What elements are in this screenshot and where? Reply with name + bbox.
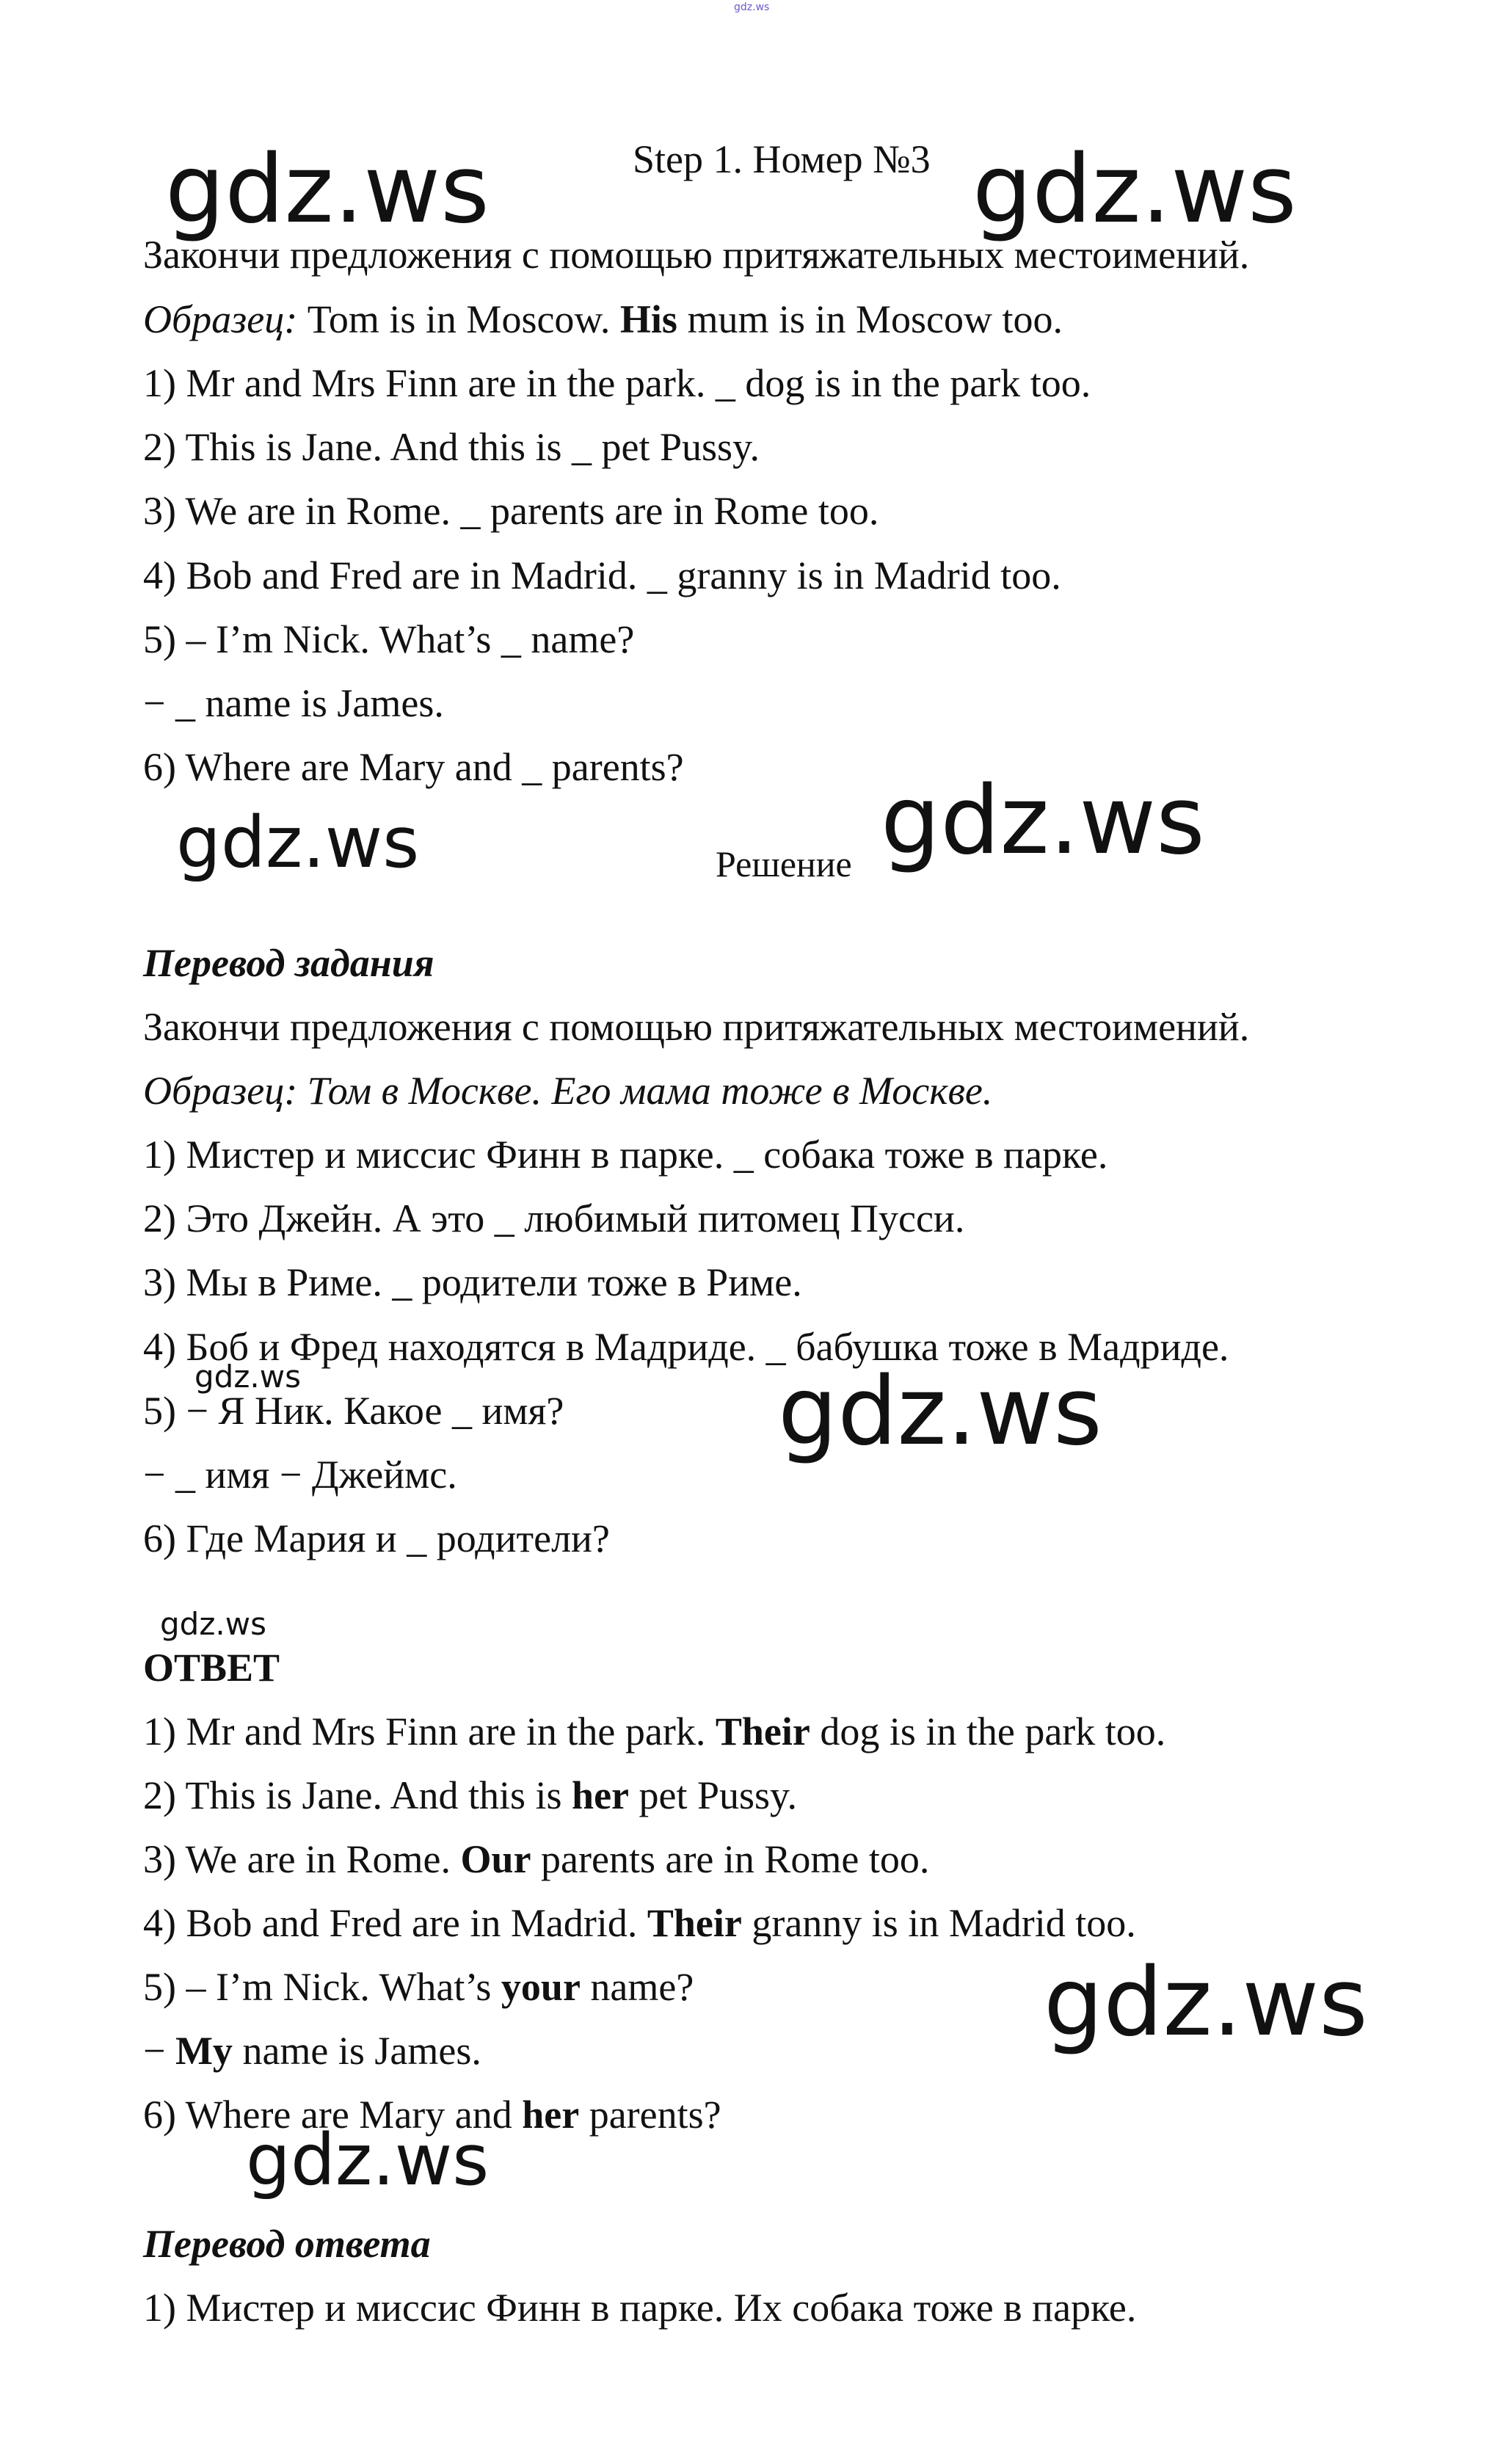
watermark: gdz.ws	[881, 766, 1205, 876]
translation-item: 5) − Я Ник. Какое _ имя?	[143, 1389, 564, 1433]
task-item: 5) – I’m Nick. What’s _ name?	[143, 617, 635, 661]
watermark: gdz.ws	[165, 135, 490, 244]
translation-item: 1) Мистер и миссис Финн в парке. _ собака тоже в парке.	[143, 1133, 1108, 1177]
example-label: Образец:	[143, 297, 298, 341]
translation-heading: Перевод задания	[143, 941, 434, 985]
task-item: 3) We are in Rome. _ parents are in Rome too.	[143, 489, 879, 533]
task-example	[143, 299, 1063, 339]
page-title: Step 1. Номер №3	[633, 137, 931, 181]
translation-instruction: Закончи предложения с помощью притяжательных местоимений.	[143, 1005, 1250, 1049]
translation-item: 2) Это Джейн. А это _ любимый питомец Пусси.	[143, 1196, 965, 1240]
example-bold-word: His	[619, 297, 677, 341]
translation-item: 4) Боб и Фред находятся в Мадриде. _ бабушка тоже в Мадриде.	[143, 1325, 1229, 1369]
answer-heading: ОТВЕТ	[143, 1646, 280, 1690]
watermark: gdz.ws	[160, 1606, 266, 1642]
translation-item: 6) Где Мария и _ родители?	[143, 1516, 610, 1560]
watermark: gdz.ws	[1044, 1948, 1368, 2057]
solution-label: Решение	[716, 843, 852, 884]
watermark: gdz.ws	[778, 1357, 1102, 1467]
translation-example: Образец: Том в Москве. Его мама тоже в Москве.	[143, 1069, 993, 1113]
task-item: 1) Mr and Mrs Finn are in the park. _ dog is in the park too.	[143, 361, 1091, 405]
answer-item: − My name is James.	[143, 2029, 481, 2073]
task-instruction: Закончи предложения с помощью притяжательных местоимений.	[143, 233, 1250, 277]
answer-item: 4) Bob and Fred are in Madrid. Their granny is in Madrid too.	[143, 1901, 1136, 1945]
answer-item: 1) Mr and Mrs Finn are in the park. Their dog is in the park too.	[143, 1709, 1166, 1753]
task-item: 6) Where are Mary and _ parents?	[143, 745, 684, 789]
answer-item: 3) We are in Rome. Our parents are in Rome too.	[143, 1837, 930, 1881]
translation-item: − _ имя − Джеймс.	[143, 1453, 457, 1497]
task-item: 4) Bob and Fred are in Madrid. _ granny is in Madrid too.	[143, 553, 1061, 597]
watermark: gdz.ws	[246, 2119, 490, 2201]
watermark: gdz.ws	[194, 1359, 301, 1395]
task-item: − _ name is James.	[143, 681, 444, 725]
task-item: 2) This is Jane. And this is _ pet Pussy.	[143, 425, 760, 469]
example-text-end: mum is in Moscow too.	[677, 297, 1063, 341]
top-small-watermark: gdz.ws	[734, 1, 770, 13]
answer-translation-heading: Перевод ответа	[143, 2222, 431, 2266]
answer-translation-item: 1) Мистер и миссис Финн в парке. Их собака тоже в парке.	[143, 2286, 1137, 2330]
example-text: Tom is in Moscow.	[297, 297, 620, 341]
watermark: gdz.ws	[176, 802, 420, 884]
answer-item: 5) – I’m Nick. What’s your name?	[143, 1965, 694, 2009]
answer-item: 6) Where are Mary and her parents?	[143, 2093, 721, 2137]
translation-item: 3) Мы в Риме. _ родители тоже в Риме.	[143, 1260, 802, 1304]
answer-item: 2) This is Jane. And this is her pet Pussy.	[143, 1773, 798, 1817]
watermark: gdz.ws	[972, 135, 1297, 244]
